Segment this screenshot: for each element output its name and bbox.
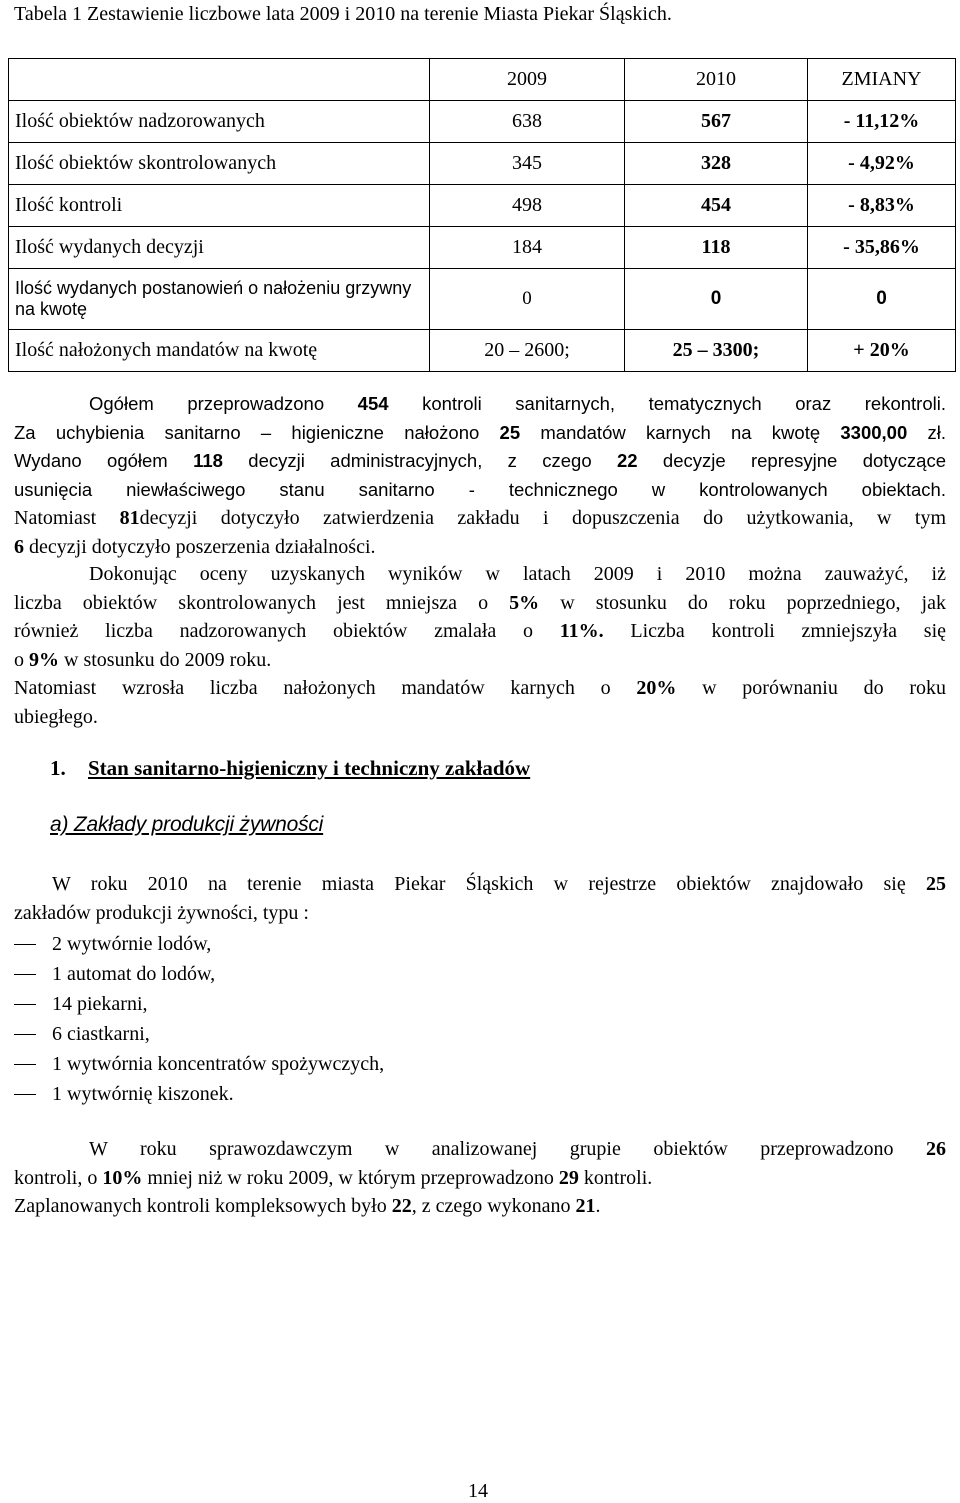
bold-number: 22 (616, 450, 638, 471)
subsection-heading: a) Zakłady produkcji żywności (50, 813, 324, 836)
row-label: Ilość obiektów skontrolowanych (9, 143, 430, 185)
list-item-text: 6 ciastkarni, (52, 1023, 150, 1045)
text: . (595, 1195, 601, 1217)
text: w porównaniu do roku (676, 677, 947, 699)
dash-bullet-icon (14, 1034, 36, 1035)
bold-number: 3300,00 (840, 421, 908, 443)
table-row (9, 227, 956, 269)
value-2010: 567 (625, 101, 808, 143)
value-2009: 638 (430, 101, 625, 143)
value-2010: 0 (625, 269, 808, 330)
assessment-line (14, 674, 946, 703)
text: o (14, 648, 29, 671)
summary-line (14, 447, 946, 476)
text: mandatów karnych na kwotę (520, 421, 841, 443)
row-label: Ilość wydanych postanowień o nałożeniu grzywny na kwotę (9, 269, 430, 330)
list-item-text: 1 wytwórnię kiszonek. (52, 1083, 234, 1105)
list-item (14, 1019, 384, 1049)
text: , z czego wykonano (411, 1195, 576, 1217)
text: w stosunku do roku poprzedniego, jak (539, 591, 946, 614)
text: liczba obiektów skontrolowanych jest mniejsza o (14, 591, 510, 614)
production-line: zakładów produkcji żywności, typu : (14, 901, 309, 924)
value-2009: 20 – 2600; (430, 330, 625, 372)
page-number: 14 (468, 1480, 488, 1502)
section-title: Stan sanitarno-higieniczny i techniczny zakładów (88, 756, 531, 780)
header-cell-changes: ZMIANY (808, 59, 956, 101)
assessment-line: ubiegłego. (14, 705, 98, 728)
summary-paragraph (14, 390, 946, 504)
table-row (9, 269, 956, 330)
bold-number: 22 (391, 1195, 412, 1217)
production-paragraph (14, 870, 946, 927)
dash-bullet-icon (14, 1064, 36, 1065)
row-label: Ilość obiektów nadzorowanych (9, 101, 430, 143)
text: Za uchybienia sanitarno – higieniczne nałożono (14, 421, 500, 443)
list-item (14, 1049, 384, 1079)
text: zł. (907, 421, 946, 443)
table-row (9, 143, 956, 185)
reporting-line (14, 1192, 946, 1221)
value-change: - 35,86% (808, 227, 956, 269)
list-item-text: 1 wytwórnia koncentratów spożywczych, (52, 1053, 385, 1075)
value-2010: 454 (625, 185, 808, 227)
assessment-line (14, 617, 946, 646)
text: decyzje represyjne dotyczące (637, 450, 946, 471)
dash-bullet-icon (14, 944, 36, 945)
value-2009: 345 (430, 143, 625, 185)
bold-number: 81 (119, 507, 140, 529)
bold-number: 11%. (559, 620, 604, 642)
dash-bullet-icon (14, 974, 36, 975)
text: kontroli. (578, 1166, 653, 1189)
bold-number: 20% (636, 677, 677, 699)
summary-line (14, 390, 946, 419)
bold-number: 29 (558, 1166, 579, 1189)
section-number: 1. (50, 756, 66, 780)
section-heading (50, 756, 530, 781)
list-item-text: 2 wytwórnie lodów, (52, 933, 212, 955)
table-row (9, 185, 956, 227)
summary-line: usunięcia niewłaściwego stanu sanitarno - technicznego w kontrolowanych obiektach. (14, 478, 946, 500)
value-change: - 11,12% (808, 101, 956, 143)
table-caption: Tabela 1 Zestawienie liczbowe lata 2009 i 2010 na terenie Miasta Piekar Śląskich. (14, 3, 672, 25)
bold-number: 26 (926, 1138, 946, 1160)
text: Natomiast wzrosła liczba nałożonych mandatów karnych o (14, 677, 637, 699)
assessment-line: Dokonując oceny uzyskanych wyników w latach 2009 i 2010 można zauważyć, iż (89, 563, 946, 585)
text: Wydano ogółem (14, 450, 194, 471)
bold-number: 118 (193, 450, 223, 471)
summary-line (14, 419, 946, 448)
production-line (14, 870, 946, 899)
row-label: Ilość nałożonych mandatów na kwotę (9, 330, 430, 372)
dash-bullet-icon (14, 1094, 36, 1095)
bold-number: 454 (357, 393, 389, 414)
list-item (14, 1079, 384, 1109)
header-cell-empty (9, 59, 430, 101)
text: W roku 2010 na terenie miasta Piekar Śląskich w rejestrze obiektów znajdowało się (52, 873, 926, 895)
text: mniej niż w roku 2009, w którym przeprowadzono (142, 1166, 559, 1189)
decision-line (14, 533, 946, 562)
text: decyzji administracyjnych, z czego (222, 450, 617, 471)
row-label: Ilość wydanych decyzji (9, 227, 430, 269)
table-row (9, 101, 956, 143)
facility-list (14, 929, 384, 1109)
list-item (14, 989, 384, 1019)
header-cell-2009: 2009 (430, 59, 625, 101)
bold-number: 25 (926, 873, 946, 895)
list-item-text: 1 automat do lodów, (52, 963, 216, 985)
text: Natomiast (14, 507, 120, 529)
text: decyzji dotyczyło zatwierdzenia zakładu i dopuszczenia do użytkowania, w tym (139, 507, 946, 529)
dash-bullet-icon (14, 1004, 36, 1005)
assessment-line (14, 589, 946, 618)
text: również liczba nadzorowanych obiektów zmalała o (14, 620, 560, 642)
value-change: - 8,83% (808, 185, 956, 227)
bold-number: 5% (509, 591, 540, 614)
decision-line (14, 504, 946, 533)
assessment-line (14, 646, 946, 675)
table-row (9, 330, 956, 372)
text: Zaplanowanych kontroli kompleksowych było (14, 1195, 392, 1217)
reporting-line (14, 1164, 946, 1193)
value-2009: 184 (430, 227, 625, 269)
value-2009: 498 (430, 185, 625, 227)
reporting-paragraph (14, 1135, 946, 1221)
list-item (14, 959, 384, 989)
text: w stosunku do 2009 roku. (59, 648, 272, 671)
statistics-table (8, 58, 956, 372)
value-change: - 4,92% (808, 143, 956, 185)
bold-number: 10% (102, 1166, 143, 1189)
value-2010: 328 (625, 143, 808, 185)
value-2010: 25 – 3300; (625, 330, 808, 372)
text: Ogółem przeprowadzono (89, 393, 358, 414)
value-2010: 118 (625, 227, 808, 269)
text: kontroli, o (14, 1166, 103, 1189)
text: Liczba kontroli zmniejszyła się (603, 620, 947, 642)
text: W roku sprawozdawczym w analizowanej grupie obiektów przeprowadzono (89, 1138, 926, 1160)
row-label: Ilość kontroli (9, 185, 430, 227)
bold-number: 21 (575, 1195, 596, 1217)
table-header-row (9, 59, 956, 101)
assessment-paragraph (14, 560, 946, 731)
value-change: + 20% (808, 330, 956, 372)
header-cell-2010: 2010 (625, 59, 808, 101)
list-item (14, 929, 384, 959)
bold-number: 25 (499, 421, 521, 443)
text: decyzji dotyczyło poszerzenia działalności. (24, 535, 376, 558)
bold-number: 9% (29, 648, 59, 671)
list-item-text: 14 piekarni, (52, 993, 148, 1015)
decision-paragraph (14, 504, 946, 561)
reporting-line (14, 1135, 946, 1164)
bold-number: 6 (14, 535, 24, 558)
value-2009: 0 (430, 269, 625, 330)
value-change: 0 (808, 269, 956, 330)
text: kontroli sanitarnych, tematycznych oraz rekontroli. (388, 393, 946, 414)
